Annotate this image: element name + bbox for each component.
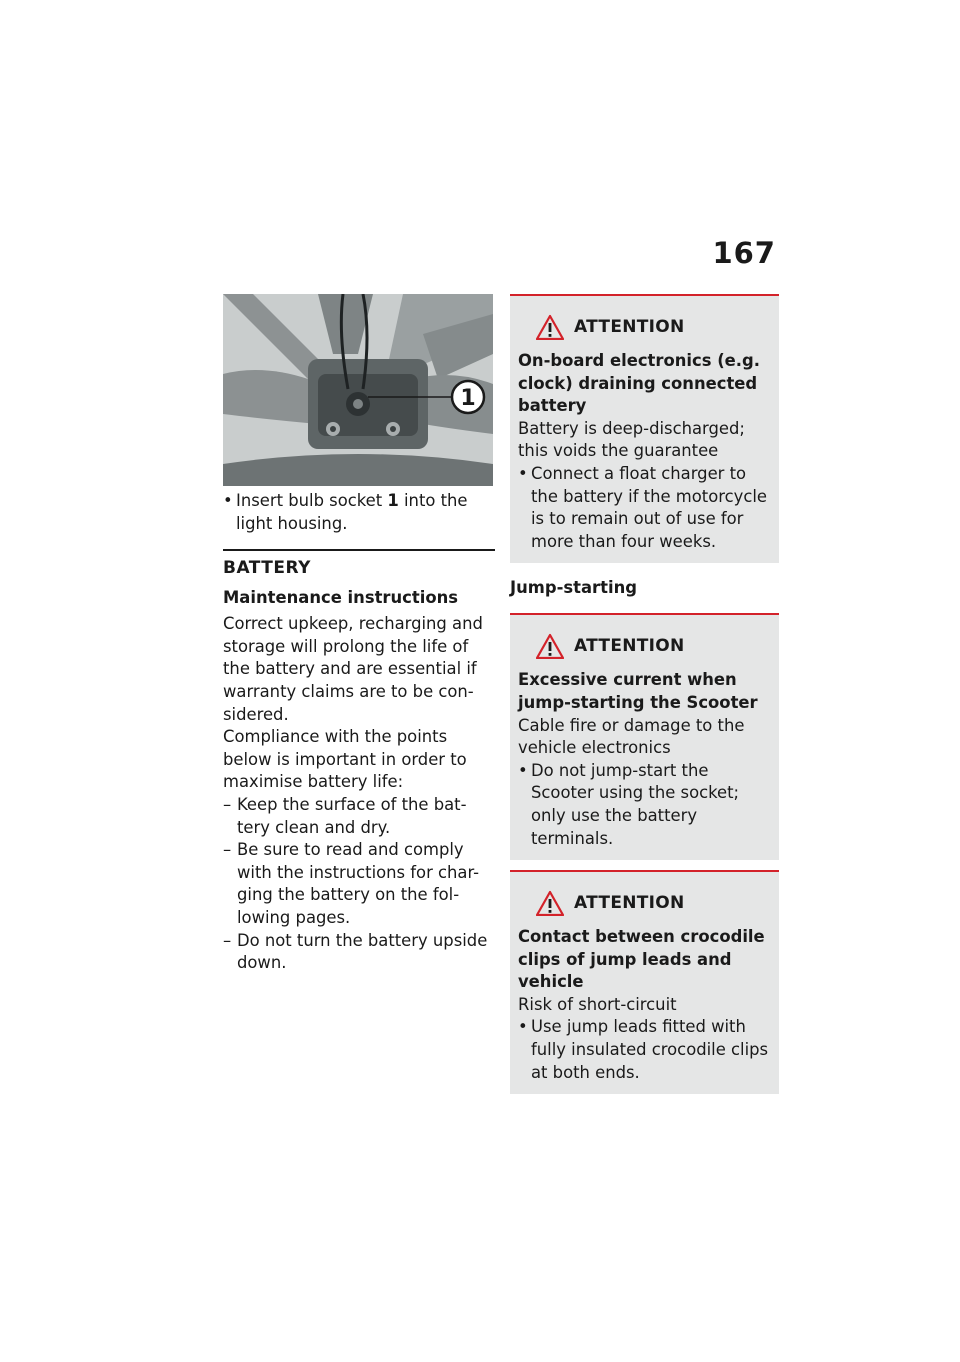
step-callout: 1 [387,491,399,510]
dash-mark: – [223,840,232,860]
bullet-mark: • [518,760,528,780]
warning-action [518,760,771,850]
warning-action [518,463,771,553]
warning-triangle-icon [536,890,564,916]
warning-action-text: Use jump leads fitted with fully insulated crocodile clips at both ends. [531,1017,769,1082]
intro-paragraph: Correct upkeep, recharging and storage will prolong the life of the battery and are essential if warranty claims are to be con-sidered. [223,614,483,724]
left-column [223,490,495,975]
bullet-mark: • [518,1017,528,1037]
warning-box-crocodile-clips [510,870,779,1094]
warning-action-text: Do not jump-start the Scooter using the socket; only use the battery terminals. [531,760,740,848]
section-title: BATTERY [223,558,311,579]
maintenance-heading: Maintenance instructions [223,588,459,608]
warning-label: ATTENTION [574,636,685,657]
warning-action [518,1016,771,1084]
warning-triangle-icon [536,314,564,340]
compliance-paragraph: Compliance with the points below is important in order to maximise battery life: [223,727,467,792]
dash-mark: – [223,794,232,814]
dash-mark: – [223,930,232,950]
warning-title: Contact between crocodile clips of jump leads and vehicle [518,927,765,992]
step-text-after: into the light housing. [236,491,468,533]
warning-triangle-icon [536,633,564,659]
bullet-mark: • [518,463,528,483]
bullet-mark: • [223,491,233,510]
warning-consequence: Cable fire or damage to the vehicle electronics [518,715,745,758]
headlight-socket-photo [223,294,493,486]
bulb-socket-step [223,490,495,535]
warning-box-electronics [510,294,779,563]
warning-consequence: Battery is deep-discharged; this voids the guarantee [518,418,745,461]
warning-title: On-board electronics (e.g. clock) draining connected battery [518,351,760,416]
list-item [223,930,495,975]
jump-starting-heading: Jump-starting [510,578,637,598]
section-divider [223,549,495,551]
warning-label: ATTENTION [574,893,685,914]
warning-consequence: Risk of short-circuit [518,994,677,1014]
page-number: 167 [712,236,776,270]
warning-action-text: Connect a float charger to the battery if the motorcycle is to remain out of use for more than four weeks. [531,463,767,551]
list-item-text: Keep the surface of the bat-tery clean and dry. [237,794,467,837]
list-item [223,839,495,929]
box-gap [510,860,779,870]
warning-title: Excessive current when jump-starting the Scooter [518,670,758,712]
photo-callout-1: 1 [460,386,476,411]
list-item-text: Be sure to read and comply with the instructions for char-ging the battery on the fol-lowing pages. [237,840,480,927]
list-item [223,794,495,839]
warning-box-jump-current [510,613,779,860]
right-column [510,294,779,1094]
list-item-text: Do not turn the battery upside down. [237,930,488,973]
warning-label: ATTENTION [574,317,685,337]
step-text-before: Insert bulb socket [236,491,388,510]
